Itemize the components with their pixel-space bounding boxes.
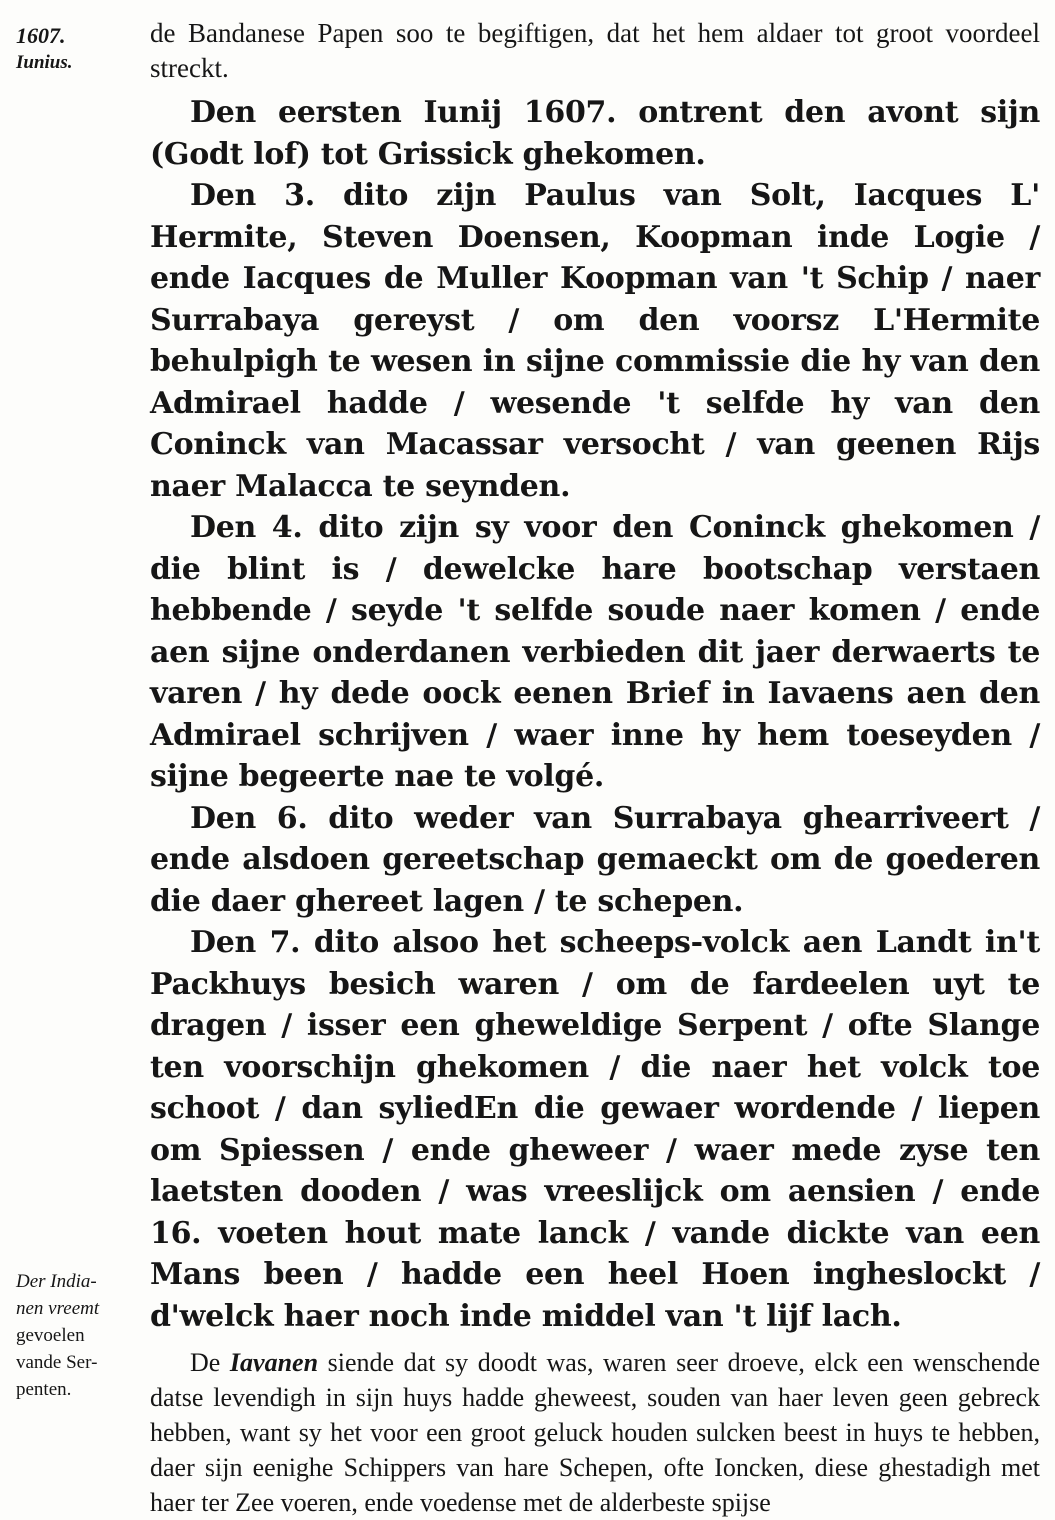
margin-month: Iunius. xyxy=(16,52,73,73)
entry-june-7: Den 7. dito alsoo het scheeps-volck aen Landt in't Packhuys besich waren / om de fardeelen uyt te dragen / isser een gheweldige Serpent / ofte Slange ten voorschijn ghekomen / die naer het volck toe schoot / dan syliedEn die gewaer wordende / liepen om Spiessen / ende gheweer / waer mede zyse ten laetsten dooden / was vreeslijck om aensien / ende 16. voeten hout mate lanck / vande dickte van een Mans been / hadde een heel Hoen ingheslockt / d'welck haer noch inde middel van 't lijf lach. xyxy=(150,925,1040,1334)
margin-note-line: gevoelen xyxy=(16,1325,85,1346)
margin-note-line: Der India- xyxy=(16,1271,97,1292)
entry-june-1: Den eersten Iunij 1607. ontrent den avont sijn (Godt lof) tot Grissick ghekomen. xyxy=(150,95,1040,172)
margin-note-serpents xyxy=(16,1268,151,1403)
margin-date xyxy=(16,22,151,76)
entry-june-3: Den 3. dito zijn Paulus van Solt, Iacques L' Hermite, Steven Doensen, Koopman inde Logie / ende Iacques de Muller Koopman van 't Schip / naer Surrabaya gereyst / om den voorsz L'Hermite behulpigh te wesen in sijne commissie die hy van den Admirael hadde / wesende 't selfde hy van den Coninck van Macassar versocht / van geenen Rijs naer Malacca te seynden. xyxy=(150,178,1040,504)
main-text xyxy=(150,16,1040,1520)
closing-rest: siende dat sy doodt was, waren seer droeve, elck een wenschende datse levendigh in sijn huys hadde gheweest, souden van haer leven geen gebreck hebben, want sy het voor een groot geluck houden sulcken beest in huys te hebben, daer sijn eenighe Schippers van hare Schepen, ofte Ioncken, diese ghestadigh met haer ter Zee voeren, ende voedense met de alderbeste spijse xyxy=(150,1348,1041,1517)
closing-name: Iavanen xyxy=(229,1348,319,1377)
entry-june-4: Den 4. dito zijn sy voor den Coninck ghekomen / die blint is / dewelcke hare bootschap verstaen hebbende / seyde 't selfde soude naer komen / ende aen sijne onderdanen verbieden dit jaer derwaerts te varen / hy dede oock eenen Brief in Iavaens aen den Admirael schrijven / waer inne hy hem toeseyden / sijne begeerte nae te volgé. xyxy=(150,510,1040,794)
closing-paragraph xyxy=(150,1345,1040,1520)
margin-note-line: vande Ser- xyxy=(16,1352,98,1373)
margin-note-line: nen vreemt xyxy=(16,1298,100,1319)
margin-year: 1607. xyxy=(16,23,66,48)
intro-paragraph: de Bandanese Papen soo te begiftigen, dat het hem aldaer tot groot voordeel streckt. xyxy=(150,18,1040,83)
entry-june-6: Den 6. dito weder van Surrabaya ghearriveert / ende alsdoen gereetschap gemaeckt om de goederen die daer ghereet lagen / te schepen. xyxy=(150,800,1040,919)
margin-note-line: penten. xyxy=(16,1379,72,1400)
closing-lead: De xyxy=(190,1348,221,1377)
